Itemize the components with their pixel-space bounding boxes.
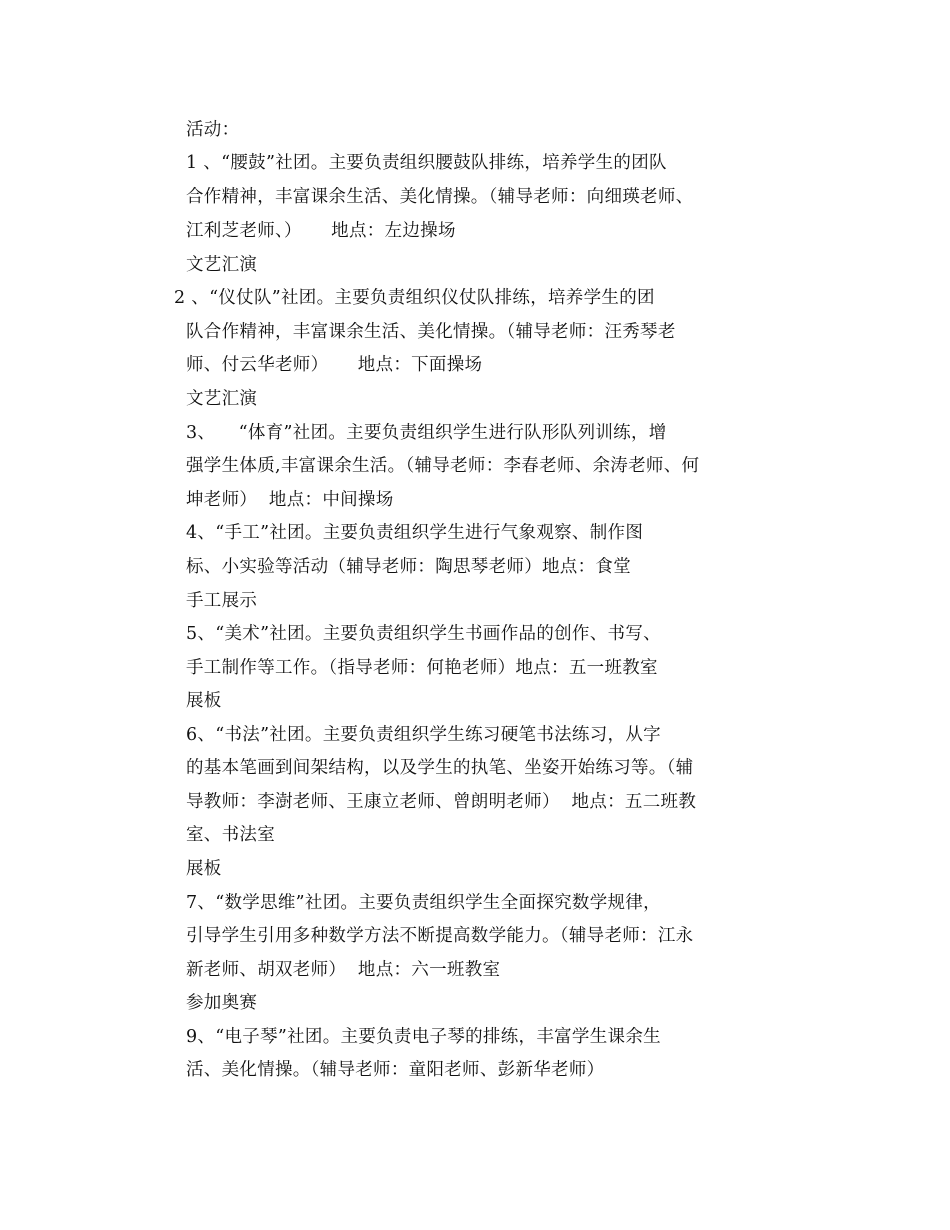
item-5-activity: 展板 [186,691,222,711]
item-1-line-2: 合作精神，丰富课余生活、美化情操。（辅导老师：向细瑛老师、 [186,187,694,207]
item-2-line-3: 师、付云华老师） 地点：下面操场 [186,355,483,375]
item-7-line-1: 7、“数学思维”社团。主要负责组织学生全面探究数学规律， [186,893,661,913]
item-1-activity: 文艺汇演 [186,255,258,275]
item-7-line-3: 新老师、胡双老师） 地点：六一班教室 [186,960,501,980]
item-4-activity: 手工展示 [186,591,258,611]
item-6-line-1: 6、“书法”社团。主要负责组织学生练习硬笔书法练习，从字 [186,725,661,745]
item-6-line-4: 室、书法室 [186,825,275,845]
item-2-line-2: 队合作精神，丰富课余生活、美化情操。（辅导老师：汪秀琴老 [186,322,676,342]
item-7-line-2: 引导学生引用多种数学方法不断提高数学能力。（辅导老师：江永 [186,926,694,946]
item-6-activity: 展板 [186,859,222,879]
item-3-line-3: 坤老师） 地点：中间操场 [186,490,394,510]
item-2-activity: 文艺汇演 [186,389,258,409]
section-heading: 活动： [186,120,240,140]
item-2-line-1: 2 、“仪仗队”社团。主要负责组织仪仗队排练，培养学生的团 [174,288,655,308]
item-1-line-3: 江利芝老师、） 地点：左边操场 [186,221,456,241]
item-5-line-2: 手工制作等工作。（指导老师：何艳老师）地点：五一班教室 [186,658,658,678]
item-4-line-1: 4、“手工”社团。主要负责组织学生进行气象观察、制作图 [186,523,644,543]
item-9-line-2: 活、美化情操。（辅导老师：童阳老师、彭新华老师） [186,1060,605,1080]
item-1-line-1: 1 、“腰鼓”社团。主要负责组织腰鼓队排练，培养学生的团队 [186,153,667,173]
item-7-activity: 参加奥赛 [186,993,258,1013]
item-4-line-2: 标、小实验等活动（辅导老师：陶思琴老师）地点：食堂 [186,557,631,577]
item-6-line-2: 的基本笔画到间架结构，以及学生的执笔、坐姿开始练习等。（辅 [186,758,694,778]
item-6-line-3: 导教师：李澍老师、王康立老师、曾朗明老师） 地点：五二班教 [186,792,697,812]
item-5-line-1: 5、“美术”社团。主要负责组织学生书画作品的创作、书写、 [186,624,661,644]
item-3-line-1: 3、 “体育”社团。主要负责组织学生进行队形队列训练，增 [186,423,667,443]
item-9-line-1: 9、“电子琴”社团。主要负责电子琴的排练，丰富学生课余生 [186,1027,661,1047]
item-3-line-2: 强学生体质,丰富课余生活。（辅导老师：李春老师、余涛老师、何 [186,456,700,476]
